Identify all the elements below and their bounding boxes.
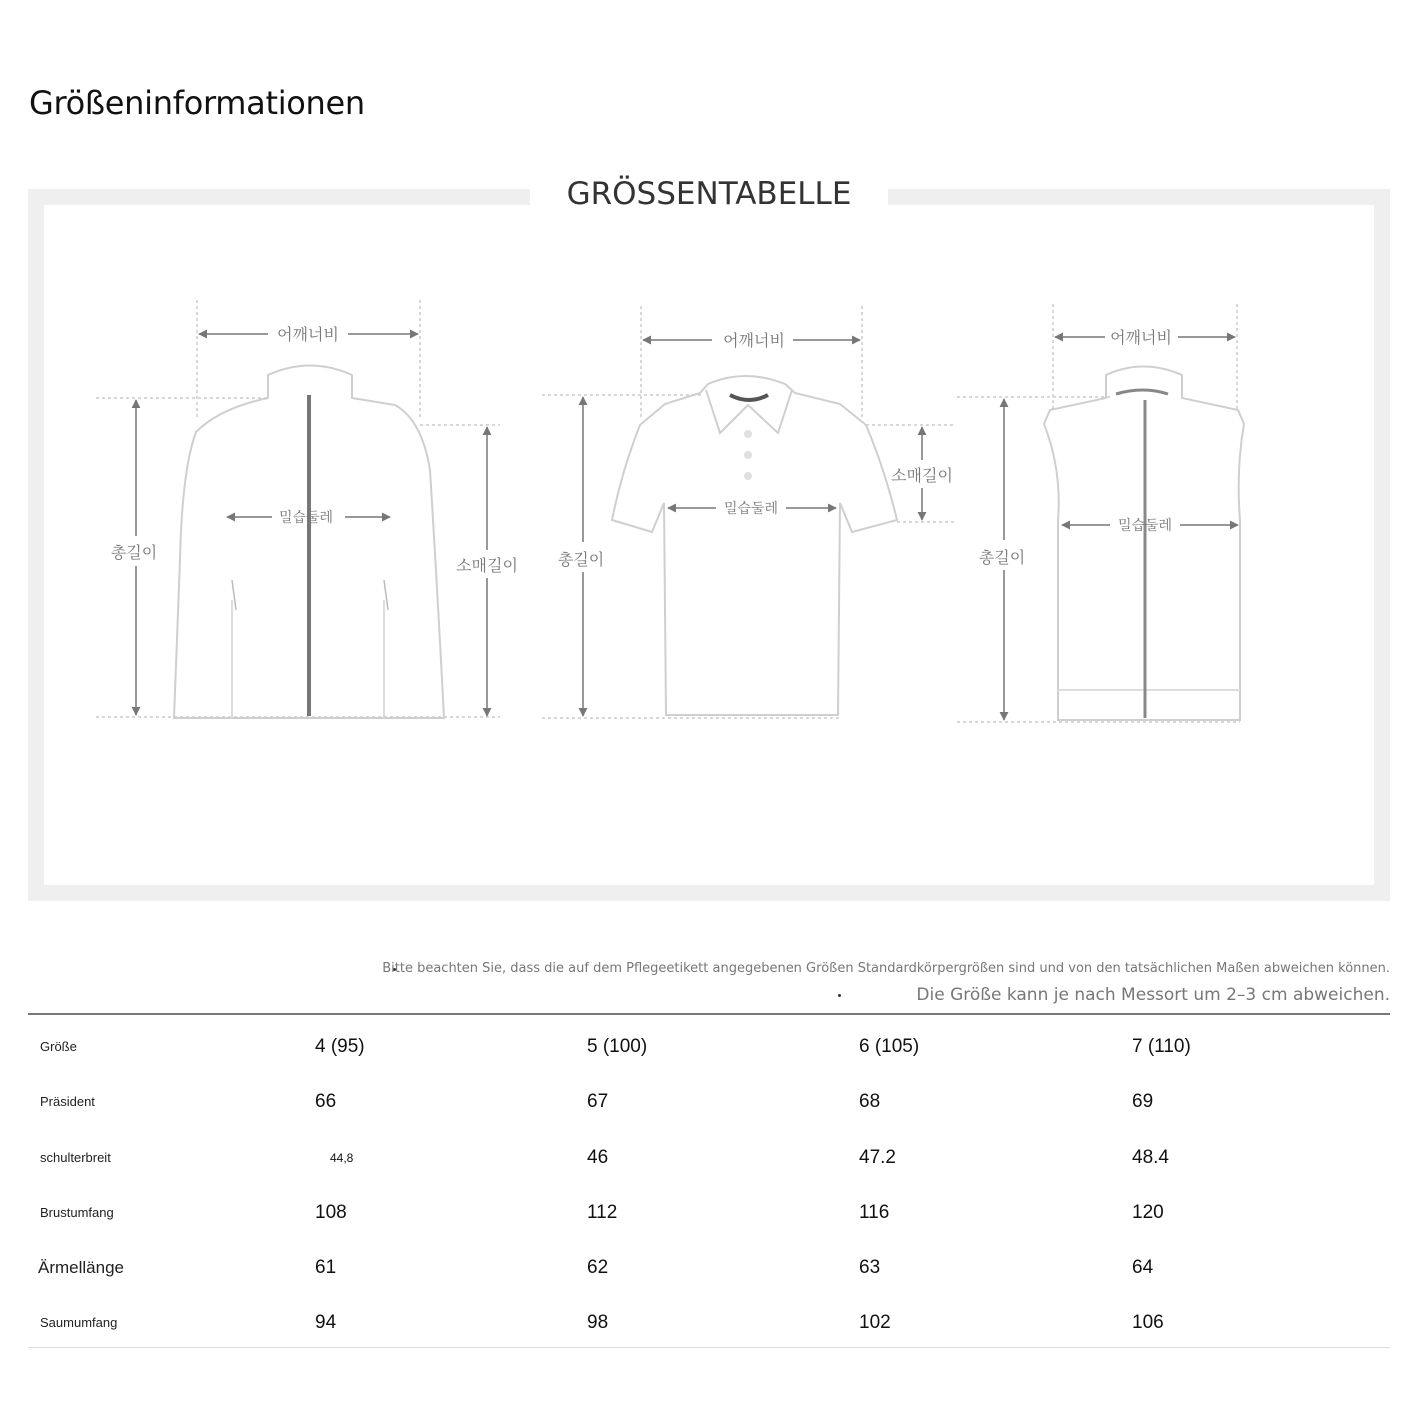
jacket-sleeve-label: 소매길이 — [456, 556, 518, 575]
table-cell: 108 — [315, 1201, 347, 1223]
jacket-chest-label: 밀습둘레 — [278, 510, 334, 526]
row-label: Größe — [40, 1039, 77, 1054]
table-cell: 4 (95) — [315, 1036, 365, 1057]
vest-chest-label: 밀습둘레 — [1117, 518, 1173, 534]
jacket-illustration — [96, 300, 518, 718]
table-cell: 98 — [587, 1312, 609, 1334]
table-cell: 112 — [587, 1201, 618, 1223]
bullet-dot — [838, 994, 841, 997]
polo-sleeve-label: 소매길이 — [891, 466, 953, 485]
row-label: schulterbreit — [40, 1149, 111, 1165]
table-row — [28, 1015, 1390, 1070]
row-label: Präsident — [40, 1094, 95, 1110]
table-row — [28, 1291, 1390, 1346]
table-cell: 69 — [1132, 1091, 1154, 1113]
table-cell: 63 — [859, 1257, 881, 1279]
polo-chest-label: 밀습둘레 — [723, 501, 779, 517]
vest-length-label: 총길이 — [978, 548, 1026, 567]
table-row — [28, 1070, 1390, 1125]
jacket-shoulder-label: 어깨너비 — [277, 325, 339, 344]
vest-shoulder-label: 어깨너비 — [1110, 328, 1172, 347]
table-cell: 6 (105) — [859, 1036, 920, 1057]
table-cell: 68 — [859, 1091, 881, 1113]
table-cell: 48.4 — [1132, 1146, 1169, 1168]
table-cell: 5 (100) — [587, 1036, 648, 1057]
page-title: Größeninformationen — [29, 84, 365, 122]
polo-shoulder-label: 어깨너비 — [723, 331, 785, 350]
table-cell: 46 — [587, 1146, 609, 1168]
polo-illustration — [542, 306, 955, 718]
vest-illustration — [957, 304, 1244, 722]
table-cell: 62 — [587, 1257, 609, 1279]
table-row — [28, 1126, 1390, 1181]
table-cell: 102 — [859, 1312, 891, 1334]
table-row — [28, 1181, 1390, 1236]
row-label: Brustumfang — [40, 1204, 114, 1220]
polo-length-label: 총길이 — [557, 550, 605, 569]
table-cell: 94 — [315, 1312, 337, 1334]
row-label: Saumumfang — [40, 1315, 118, 1331]
size-table — [28, 1013, 1390, 1348]
size-chart-title: GRÖSSENTABELLE — [566, 176, 852, 212]
care-label-note: Bitte beachten Sie, dass die auf dem Pflegeetikett angegebenen Größen Standardkörpergrößen sind und von den tatsächlichen Maßen abweichen können. — [382, 961, 1390, 976]
polo-outline — [612, 376, 897, 715]
table-cell: 67 — [587, 1091, 609, 1113]
table-cell: 106 — [1132, 1312, 1164, 1334]
table-cell: 47.2 — [859, 1146, 896, 1168]
jacket-length-label: 총길이 — [110, 543, 158, 562]
table-cell: 120 — [1132, 1201, 1164, 1223]
table-cell: 7 (110) — [1132, 1036, 1191, 1057]
table-cell: 66 — [315, 1091, 337, 1113]
measure-note: Die Größe kann je nach Messort um 2–3 cm abweichen. — [916, 985, 1390, 1005]
table-cell: 44,8 — [330, 1150, 354, 1165]
table-row — [28, 1236, 1390, 1291]
table-cell: 116 — [859, 1201, 890, 1223]
table-cell: 61 — [315, 1257, 337, 1279]
row-label: Ärmellänge — [38, 1258, 124, 1278]
table-cell: 64 — [1132, 1257, 1154, 1279]
